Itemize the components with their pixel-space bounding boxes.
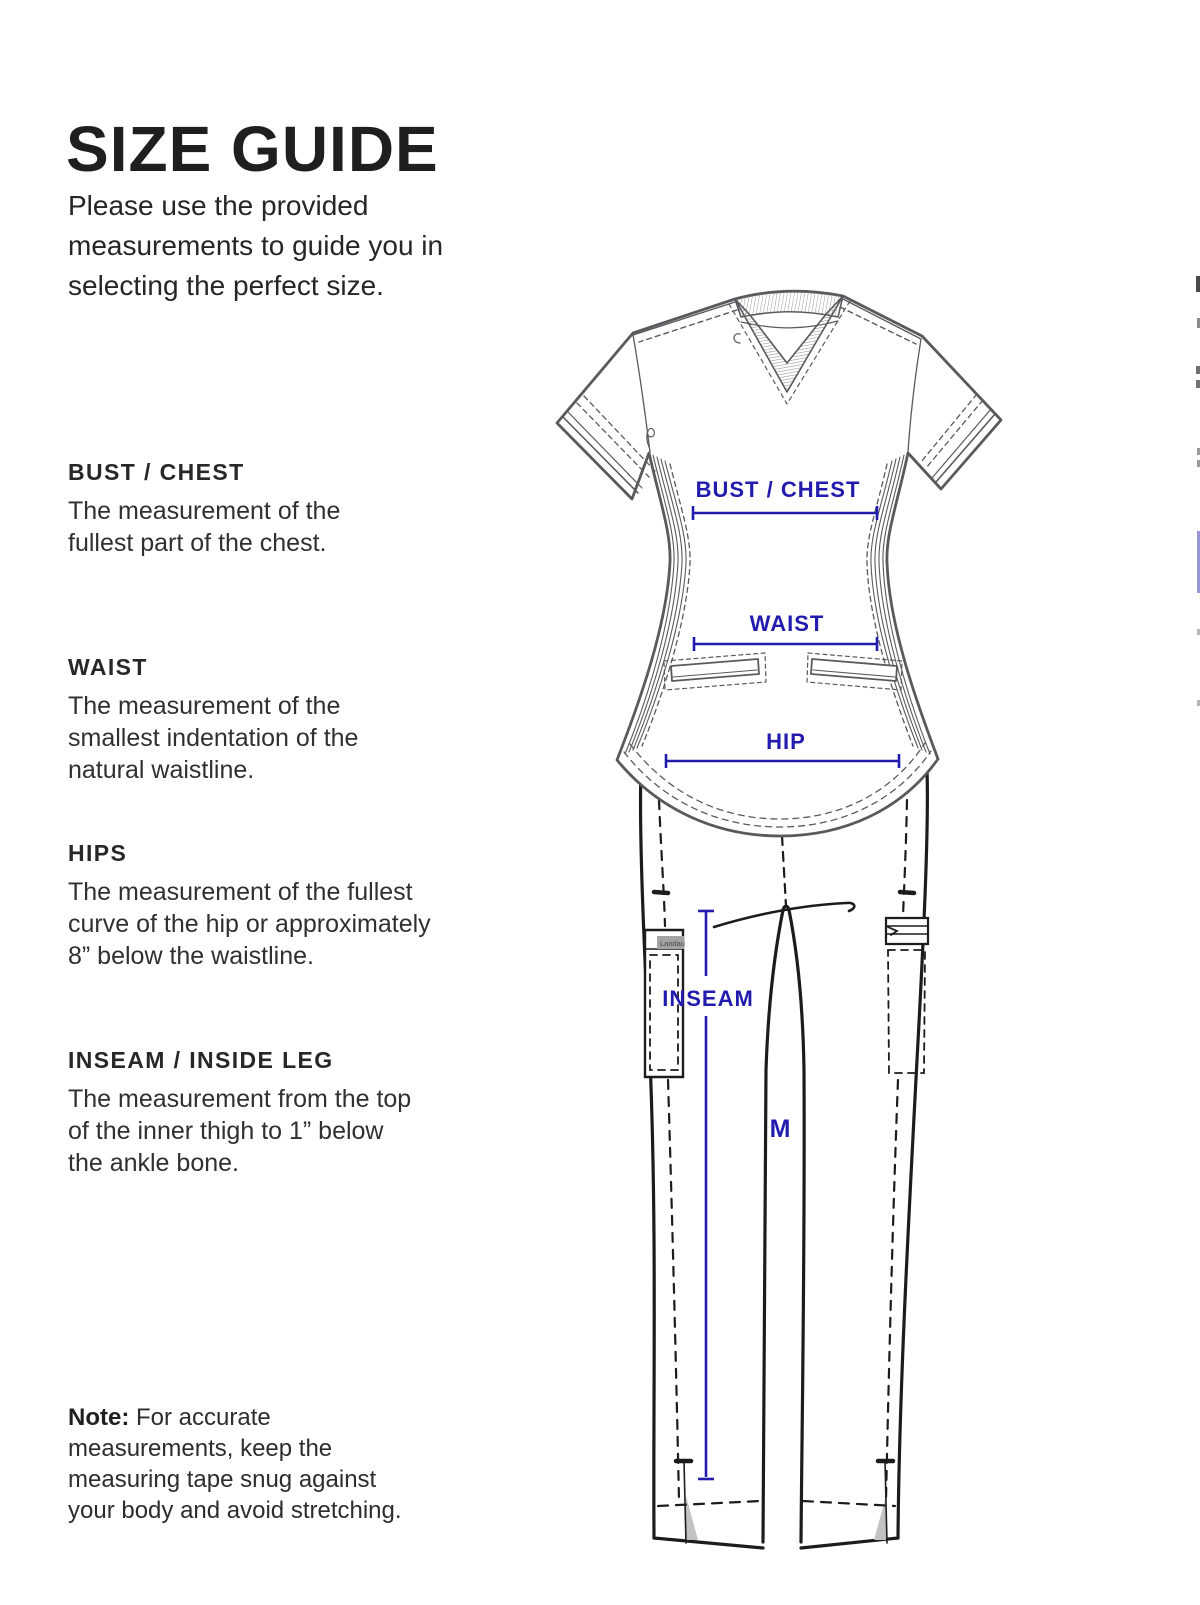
section-waist — [68, 655, 358, 786]
size-marker-label: M — [769, 1115, 791, 1143]
section-inseam — [68, 1048, 411, 1179]
note-line: measurements, keep the — [68, 1435, 333, 1462]
description-line: The measurement of the — [68, 497, 341, 525]
section-description — [68, 495, 340, 559]
scrub-top-drawing — [557, 291, 1001, 836]
bust-measurement — [693, 477, 877, 520]
inseam-label: INSEAM — [662, 986, 754, 1011]
hip-label: HIP — [766, 729, 806, 754]
description-line: curve of the hip or approximately — [68, 910, 431, 938]
section-heading: BUST / CHEST — [68, 459, 245, 485]
note-line: your body and avoid stretching. — [68, 1497, 402, 1524]
size-diagram — [500, 260, 1200, 1600]
section-heading: HIPS — [68, 840, 128, 866]
section-bust-chest — [68, 460, 340, 559]
intro-line: selecting the perfect size. — [68, 270, 384, 301]
intro-line: Please use the provided — [68, 190, 369, 221]
description-line: The measurement of the fullest — [68, 878, 413, 906]
description-line: 8” below the waistline. — [68, 942, 314, 970]
description-line: natural waistline. — [68, 756, 255, 784]
edge-artifact — [1196, 380, 1200, 388]
section-description — [68, 876, 431, 972]
description-line: The measurement from the top — [68, 1085, 412, 1113]
section-heading: WAIST — [68, 654, 148, 680]
hem-slit-shadow — [686, 1496, 698, 1540]
note-line — [68, 1402, 402, 1433]
intro-line: measurements to guide you in — [68, 230, 444, 261]
scrubs-technical-drawing — [500, 260, 1200, 1600]
waist-label: WAIST — [749, 611, 825, 636]
section-hips — [68, 841, 431, 972]
edge-artifact — [1196, 366, 1200, 374]
note-line: measuring tape snug against — [68, 1466, 377, 1493]
edge-artifact — [1196, 276, 1200, 292]
note-line-text: For accurate — [136, 1404, 271, 1431]
section-description — [68, 690, 358, 786]
brand-tag-label: Landau — [660, 939, 686, 948]
scrub-pants-drawing — [641, 770, 928, 1548]
description-line: smallest indentation of the — [68, 724, 359, 752]
bust-label: BUST / CHEST — [695, 477, 861, 502]
section-description — [68, 1083, 411, 1179]
description-line: of the inner thigh to 1” below — [68, 1117, 384, 1145]
hem-slit-shadow — [874, 1496, 886, 1540]
note-label: Note: — [68, 1404, 130, 1431]
page-title: SIZE GUIDE — [66, 112, 439, 185]
intro-text — [68, 186, 443, 306]
section-heading: INSEAM / INSIDE LEG — [68, 1047, 334, 1073]
description-line: The measurement of the — [68, 692, 341, 720]
description-line: fullest part of the chest. — [68, 529, 327, 557]
description-line: the ankle bone. — [68, 1149, 239, 1177]
note-text — [68, 1402, 402, 1526]
